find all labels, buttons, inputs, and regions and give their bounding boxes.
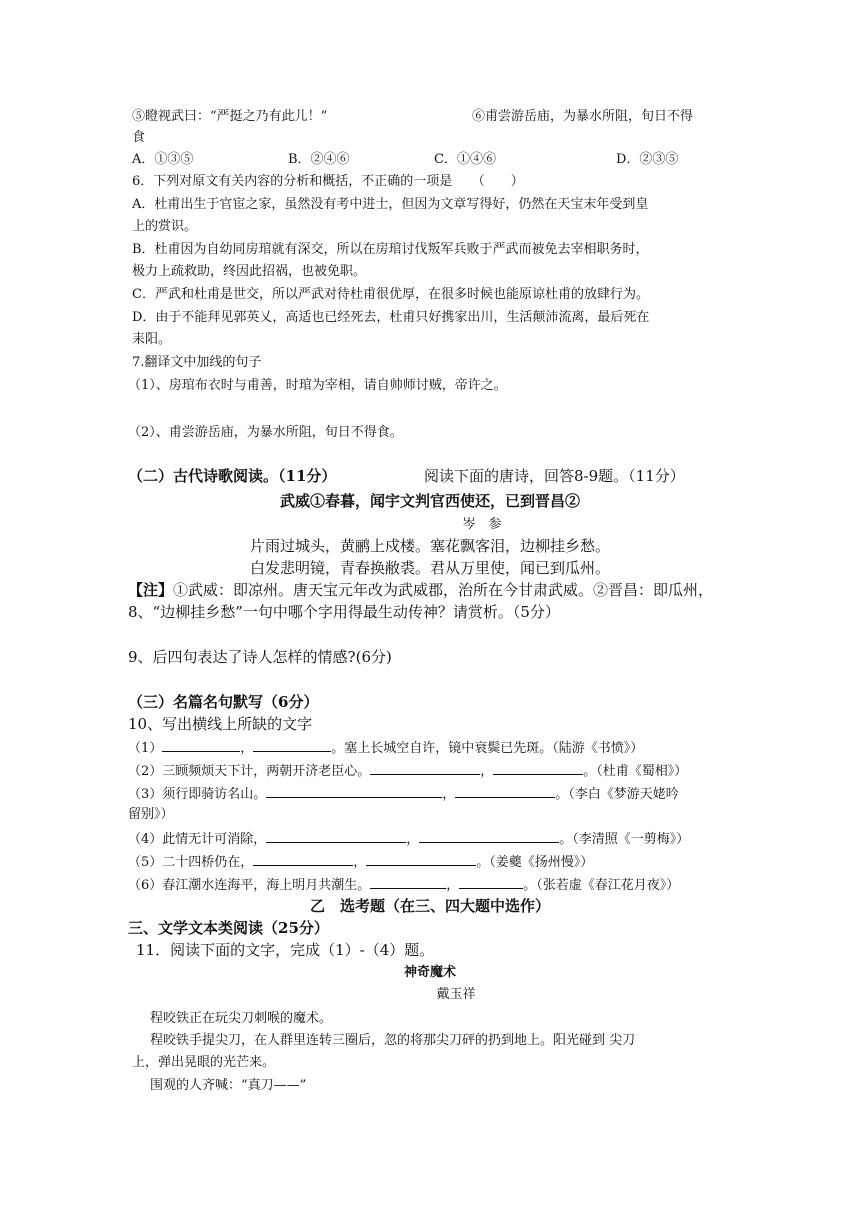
story-paragraph-cont: 上，弹出晃眼的光芒来。 [132,1055,276,1070]
poem-line-1: 片雨过城头，黄鹂上戍楼。塞花飘客泪，边柳挂乡愁。 [249,537,610,555]
part-b-heading: 乙 选考题（在三、四大题中选作） [309,897,550,915]
punct: ， [480,764,494,779]
fill-item-2 [128,761,687,781]
fill-text: （5）二十四桥仍在， [128,855,254,870]
section-3-heading: （三）名篇名句默写（6分） [128,693,319,711]
section-2-instruction: 阅读下面的唐诗，回答8-9题。（11分） [424,467,685,485]
q6-option-b-cont: 极力上疏救助，终因此招祸，也被免职。 [132,264,367,279]
fill-text: （6）春江潮水连海平，海上明月共潮生。 [128,878,371,893]
fill-item-3-cont: 留别》） [128,807,174,822]
poem-note [128,580,713,600]
sentence-6: ⑥甫尝游岳庙，为暴水所阻，旬日不得 [472,109,694,124]
blank [266,829,406,843]
story-paragraph: 程咬铁手提尖刀，在人群里连转三圈后，忽的将那尖刀砰的扔到地上。阳光碰到 尖刀 [150,1033,636,1048]
question-8: 8、“边柳挂乡愁”一句中哪个字用得最生动传神？请赏析。（5分） [128,603,560,621]
q6-option-d-cont: 耒阳。 [132,332,172,347]
fill-text: （4）此情无计可消除， [128,832,267,847]
blank [253,852,353,866]
poem-author: 岑 参 [462,517,502,532]
fill-label: （1） [128,741,163,756]
note-text: ①武威：即凉州。唐天宝元年改为武威郡，治所在今甘肃武威。②晋昌：即瓜州， [173,581,714,599]
story-paragraph: 围观的人齐喊：“真刀——” [150,1078,307,1093]
fill-text: 。（李白《梦游天姥吟 [555,787,679,802]
fill-item-4 [128,829,689,849]
poem-line-2: 白发悲明镜，青春换敝裘。君从万里使，闻已到瓜州。 [249,559,610,577]
blank [162,738,240,752]
question-11: 11．阅读下面的文字，完成（1）-（4）题。 [136,941,435,959]
option-a: A．①③⑤ [132,152,194,167]
section-2-heading: （二）古代诗歌阅读。（11分） [128,467,337,485]
blank [455,784,555,798]
note-label: 【注】 [128,581,174,599]
fill-text: 。（李清照《一剪梅》） [559,832,690,847]
fill-text: （3）须行即骑访名山。 [128,787,267,802]
question-7: 7.翻译文中加线的句子 [132,355,262,370]
option-d: D．②③⑤ [616,152,679,167]
blank [370,761,480,775]
blank [493,761,583,775]
q7-item-2: （2）、甫尝游岳庙，为暴水所阻，旬日不得食。 [128,425,403,440]
fill-text: 。（杜甫《蜀相》） [583,764,688,779]
blank [419,829,559,843]
blank [370,875,446,889]
punct: ， [353,855,367,870]
blank [266,784,442,798]
story-author: 戴玉祥 [436,987,476,1002]
q6-option-a: A．杜甫出生于官宦之家，虽然没有考中进士，但因为文章写得好，仍然在天宝末年受到皇 [132,197,649,212]
punct: ， [446,878,460,893]
text-line: 食 [132,130,146,145]
question-9: 9、后四句表达了诗人怎样的情感?(6分) [128,648,392,666]
text-line [132,108,327,126]
option-c: C．①④⑥ [434,152,496,167]
blank [459,875,523,889]
story-title: 神奇魔术 [403,965,456,980]
punct: ， [240,741,254,756]
poem-title: 武威①春暮，闻宇文判官西使还，已到晋昌② [279,492,580,510]
fill-text: 。（姜夔《扬州慢》） [476,855,594,870]
option-b: B．②④⑥ [288,152,350,167]
q7-item-1: （1）、房琯布衣时与甫善，时琯为宰相，请自帅师讨贼，帝许之。 [128,378,507,393]
blank [253,738,331,752]
story-paragraph: 程咬铁正在玩尖刀刺喉的魔术。 [150,1011,333,1026]
q6-option-d: D．由于不能拜见郭英乂，高适也已经死去，杜甫只好携家出川，生活颠沛流离，最后死在 [132,310,650,325]
sentence-5: ⑤瞪视武曰：“严挺之乃有此儿！” [132,109,328,124]
q6-option-a-cont: 上的赏识。 [132,219,198,234]
question-6: 6．下列对原文有关内容的分析和概括，不正确的一项是 （ ） [132,174,524,189]
q6-option-b: B．杜甫因为自幼同房琯就有深交，所以在房琯讨伐叛军兵败于严武而被免去宰相职务时， [132,242,649,257]
q6-option-c: C．严武和杜甫是世交，所以严武对待杜甫很优厚，在很多时候也能原谅杜甫的放肆行为。 [132,287,649,302]
fill-item-5 [128,852,593,872]
fill-text: （2）三顾频烦天下计，两朝开济老臣心。 [128,764,371,779]
punct: ， [442,787,456,802]
fill-item-6 [128,875,679,895]
fill-item-3 [128,784,679,804]
text-line [472,108,693,126]
fill-text: 。（张若虚《春江花月夜》） [523,878,680,893]
blank [366,852,476,866]
punct: ， [406,832,420,847]
fill-item-1 [128,738,643,758]
fill-text: 。塞上长城空自许，镜中衰鬓已先斑。（陆游《书愤》） [331,741,644,756]
question-10: 10、写出横线上所缺的文字 [128,715,313,733]
section-literary-heading: 三、文学文本类阅读（25分） [128,919,329,937]
